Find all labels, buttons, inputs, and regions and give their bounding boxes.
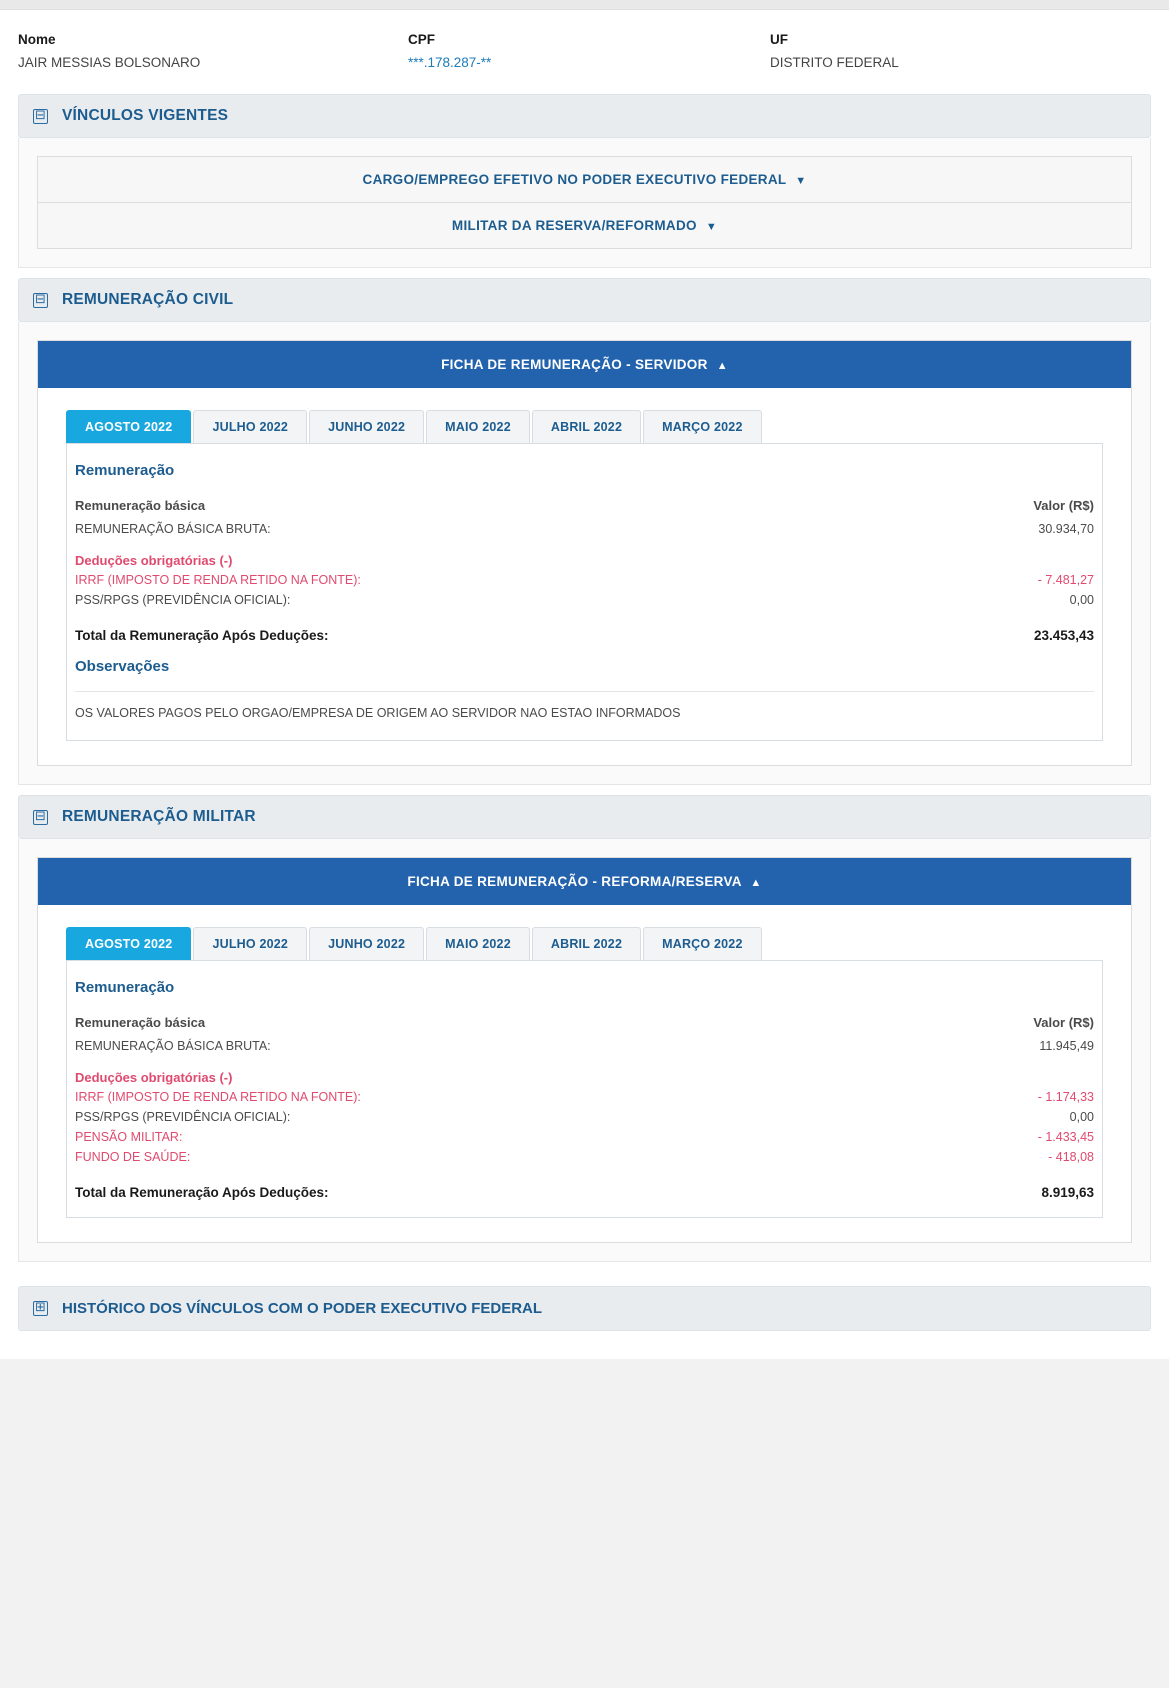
tab-civil-agosto[interactable]: AGOSTO 2022 [66, 410, 191, 443]
row-militar-header [75, 1012, 1094, 1036]
row-civil-pss [75, 590, 1094, 610]
ficha-reforma-header[interactable] [38, 858, 1131, 905]
cpf-value[interactable]: ***.178.287-** [408, 55, 492, 70]
section-body-vinculos [18, 138, 1151, 268]
militar-value-column: Valor (R$) [1033, 1015, 1094, 1030]
chevron-up-icon: ▲ [716, 360, 728, 372]
militar-irrf-value: - 1.174,33 [1037, 1090, 1094, 1104]
collapse-icon[interactable]: ⊟ [33, 293, 48, 308]
section-title-remuneracao-civil: REMUNERAÇÃO CIVIL [62, 291, 234, 308]
civil-obs-text: OS VALORES PAGOS PELO ORGAO/EMPRESA DE ORIGEM AO SERVIDOR NAO ESTAO INFORMADOS [75, 706, 681, 720]
section-body-remuneracao-militar [18, 839, 1151, 1262]
panel-civil-title: Remuneração [75, 462, 175, 479]
section-header-vinculos-vigentes[interactable] [18, 94, 1151, 138]
field-cpf [408, 32, 770, 70]
section-title-remuneracao-militar: REMUNERAÇÃO MILITAR [62, 808, 256, 825]
civil-pss-label: PSS/RPGS (PREVIDÊNCIA OFICIAL): [75, 593, 291, 607]
civil-obs-divider [75, 691, 1094, 692]
tab-civil-junho[interactable]: JUNHO 2022 [309, 410, 424, 443]
nome-value: JAIR MESSIAS BOLSONARO [18, 55, 201, 70]
section-header-remuneracao-militar[interactable] [18, 795, 1151, 839]
uf-label: UF [770, 32, 788, 47]
section-title-vinculos: VÍNCULOS VIGENTES [62, 107, 229, 124]
month-tabs-militar [66, 927, 1103, 960]
month-tabs-civil [66, 410, 1103, 443]
militar-irrf-label: IRRF (IMPOSTO DE RENDA RETIDO NA FONTE): [75, 1090, 361, 1104]
militar-deductions-title: Deduções obrigatórias (-) [75, 1070, 233, 1085]
civil-total-label: Total da Remuneração Após Deduções: [75, 628, 329, 643]
militar-bruta-label: REMUNERAÇÃO BÁSICA BRUTA: [75, 1039, 271, 1053]
chevron-down-icon: ▼ [705, 221, 718, 233]
vinculo-label-0: CARGO/EMPREGO EFETIVO NO PODER EXECUTIVO FEDERAL [362, 172, 787, 187]
collapse-icon[interactable]: ⊟ [33, 109, 48, 124]
page-tail [0, 1359, 1169, 1429]
militar-pss-label: PSS/RPGS (PREVIDÊNCIA OFICIAL): [75, 1110, 291, 1124]
row-civil-total [75, 624, 1094, 646]
field-uf [770, 32, 899, 70]
nome-label: Nome [18, 32, 56, 47]
row-civil-irrf [75, 570, 1094, 590]
ficha-servidor-header[interactable] [38, 341, 1131, 388]
militar-total-label: Total da Remuneração Após Deduções: [75, 1185, 329, 1200]
militar-fundo-saude-label: FUNDO DE SAÚDE: [75, 1150, 191, 1164]
field-nome [18, 32, 408, 70]
tab-militar-julho[interactable]: JULHO 2022 [193, 927, 307, 960]
tab-militar-maio[interactable]: MAIO 2022 [426, 927, 530, 960]
tab-civil-abril[interactable]: ABRIL 2022 [532, 410, 641, 443]
ficha-reforma-reserva [37, 857, 1132, 1243]
panel-militar-title: Remuneração [75, 979, 175, 996]
row-militar-pensao [75, 1127, 1094, 1147]
row-civil-bruta [75, 519, 1094, 539]
militar-fundo-saude-value: - 418,08 [1048, 1150, 1094, 1164]
panel-civil [66, 443, 1103, 741]
civil-irrf-label: IRRF (IMPOSTO DE RENDA RETIDO NA FONTE): [75, 573, 361, 587]
row-civil-header [75, 495, 1094, 519]
militar-pss-value: 0,00 [1069, 1110, 1094, 1124]
chevron-up-icon: ▲ [750, 877, 762, 889]
expand-icon[interactable]: ⊞ [33, 1301, 48, 1316]
civil-bruta-label: REMUNERAÇÃO BÁSICA BRUTA: [75, 522, 271, 536]
section-body-remuneracao-civil [18, 322, 1151, 785]
civil-irrf-value: - 7.481,27 [1037, 573, 1094, 587]
civil-total-value: 23.453,43 [1033, 628, 1094, 643]
ficha-servidor-title: FICHA DE REMUNERAÇÃO - SERVIDOR [441, 357, 708, 372]
tab-civil-maio[interactable]: MAIO 2022 [426, 410, 530, 443]
tab-militar-abril[interactable]: ABRIL 2022 [532, 927, 641, 960]
tab-militar-agosto[interactable]: AGOSTO 2022 [66, 927, 191, 960]
row-militar-irrf [75, 1087, 1094, 1107]
bottom-padding [18, 1331, 1151, 1359]
section-title-historico: HISTÓRICO DOS VÍNCULOS COM O PODER EXECUTIVO FEDERAL [62, 1300, 543, 1317]
civil-deductions-title: Deduções obrigatórias (-) [75, 553, 233, 568]
row-militar-bruta [75, 1036, 1094, 1056]
civil-obs-title: Observações [75, 658, 170, 675]
civil-value-column: Valor (R$) [1033, 498, 1094, 513]
section-header-historico-vinculos[interactable] [18, 1286, 1151, 1331]
vinculos-accordion [37, 156, 1132, 249]
chevron-down-icon: ▼ [795, 175, 807, 187]
vinculo-item-cargo-efetivo[interactable] [38, 157, 1131, 203]
tab-civil-marco[interactable]: MARÇO 2022 [643, 410, 762, 443]
militar-pensao-value: - 1.433,45 [1037, 1130, 1094, 1144]
spacer [75, 646, 1094, 654]
militar-pensao-label: PENSÃO MILITAR: [75, 1130, 183, 1144]
cpf-label: CPF [408, 32, 435, 47]
panel-militar [66, 960, 1103, 1218]
militar-bruta-value: 11.945,49 [1039, 1039, 1094, 1053]
tab-militar-marco[interactable]: MARÇO 2022 [643, 927, 762, 960]
civil-basic-label: Remuneração básica [75, 498, 206, 513]
collapse-icon[interactable]: ⊟ [33, 810, 48, 825]
row-militar-total [75, 1181, 1094, 1203]
row-militar-fundo-saude [75, 1147, 1094, 1167]
top-strip [0, 0, 1169, 10]
person-header [18, 10, 1151, 84]
ficha-servidor-body [38, 388, 1131, 765]
uf-value: DISTRITO FEDERAL [770, 55, 899, 70]
ficha-reforma-body [38, 905, 1131, 1242]
civil-pss-value: 0,00 [1069, 593, 1094, 607]
section-header-remuneracao-civil[interactable] [18, 278, 1151, 322]
ficha-servidor [37, 340, 1132, 766]
vinculo-label-1: MILITAR DA RESERVA/REFORMADO [451, 218, 697, 233]
tab-militar-junho[interactable]: JUNHO 2022 [309, 927, 424, 960]
militar-total-value: 8.919,63 [1041, 1185, 1094, 1200]
ficha-reforma-title: FICHA DE REMUNERAÇÃO - REFORMA/RESERVA [407, 874, 742, 889]
row-militar-pss [75, 1107, 1094, 1127]
civil-bruta-value: 30.934,70 [1038, 522, 1094, 536]
vinculo-item-militar-reserva[interactable] [38, 203, 1131, 248]
tab-civil-julho[interactable]: JULHO 2022 [193, 410, 307, 443]
militar-basic-label: Remuneração básica [75, 1015, 206, 1030]
